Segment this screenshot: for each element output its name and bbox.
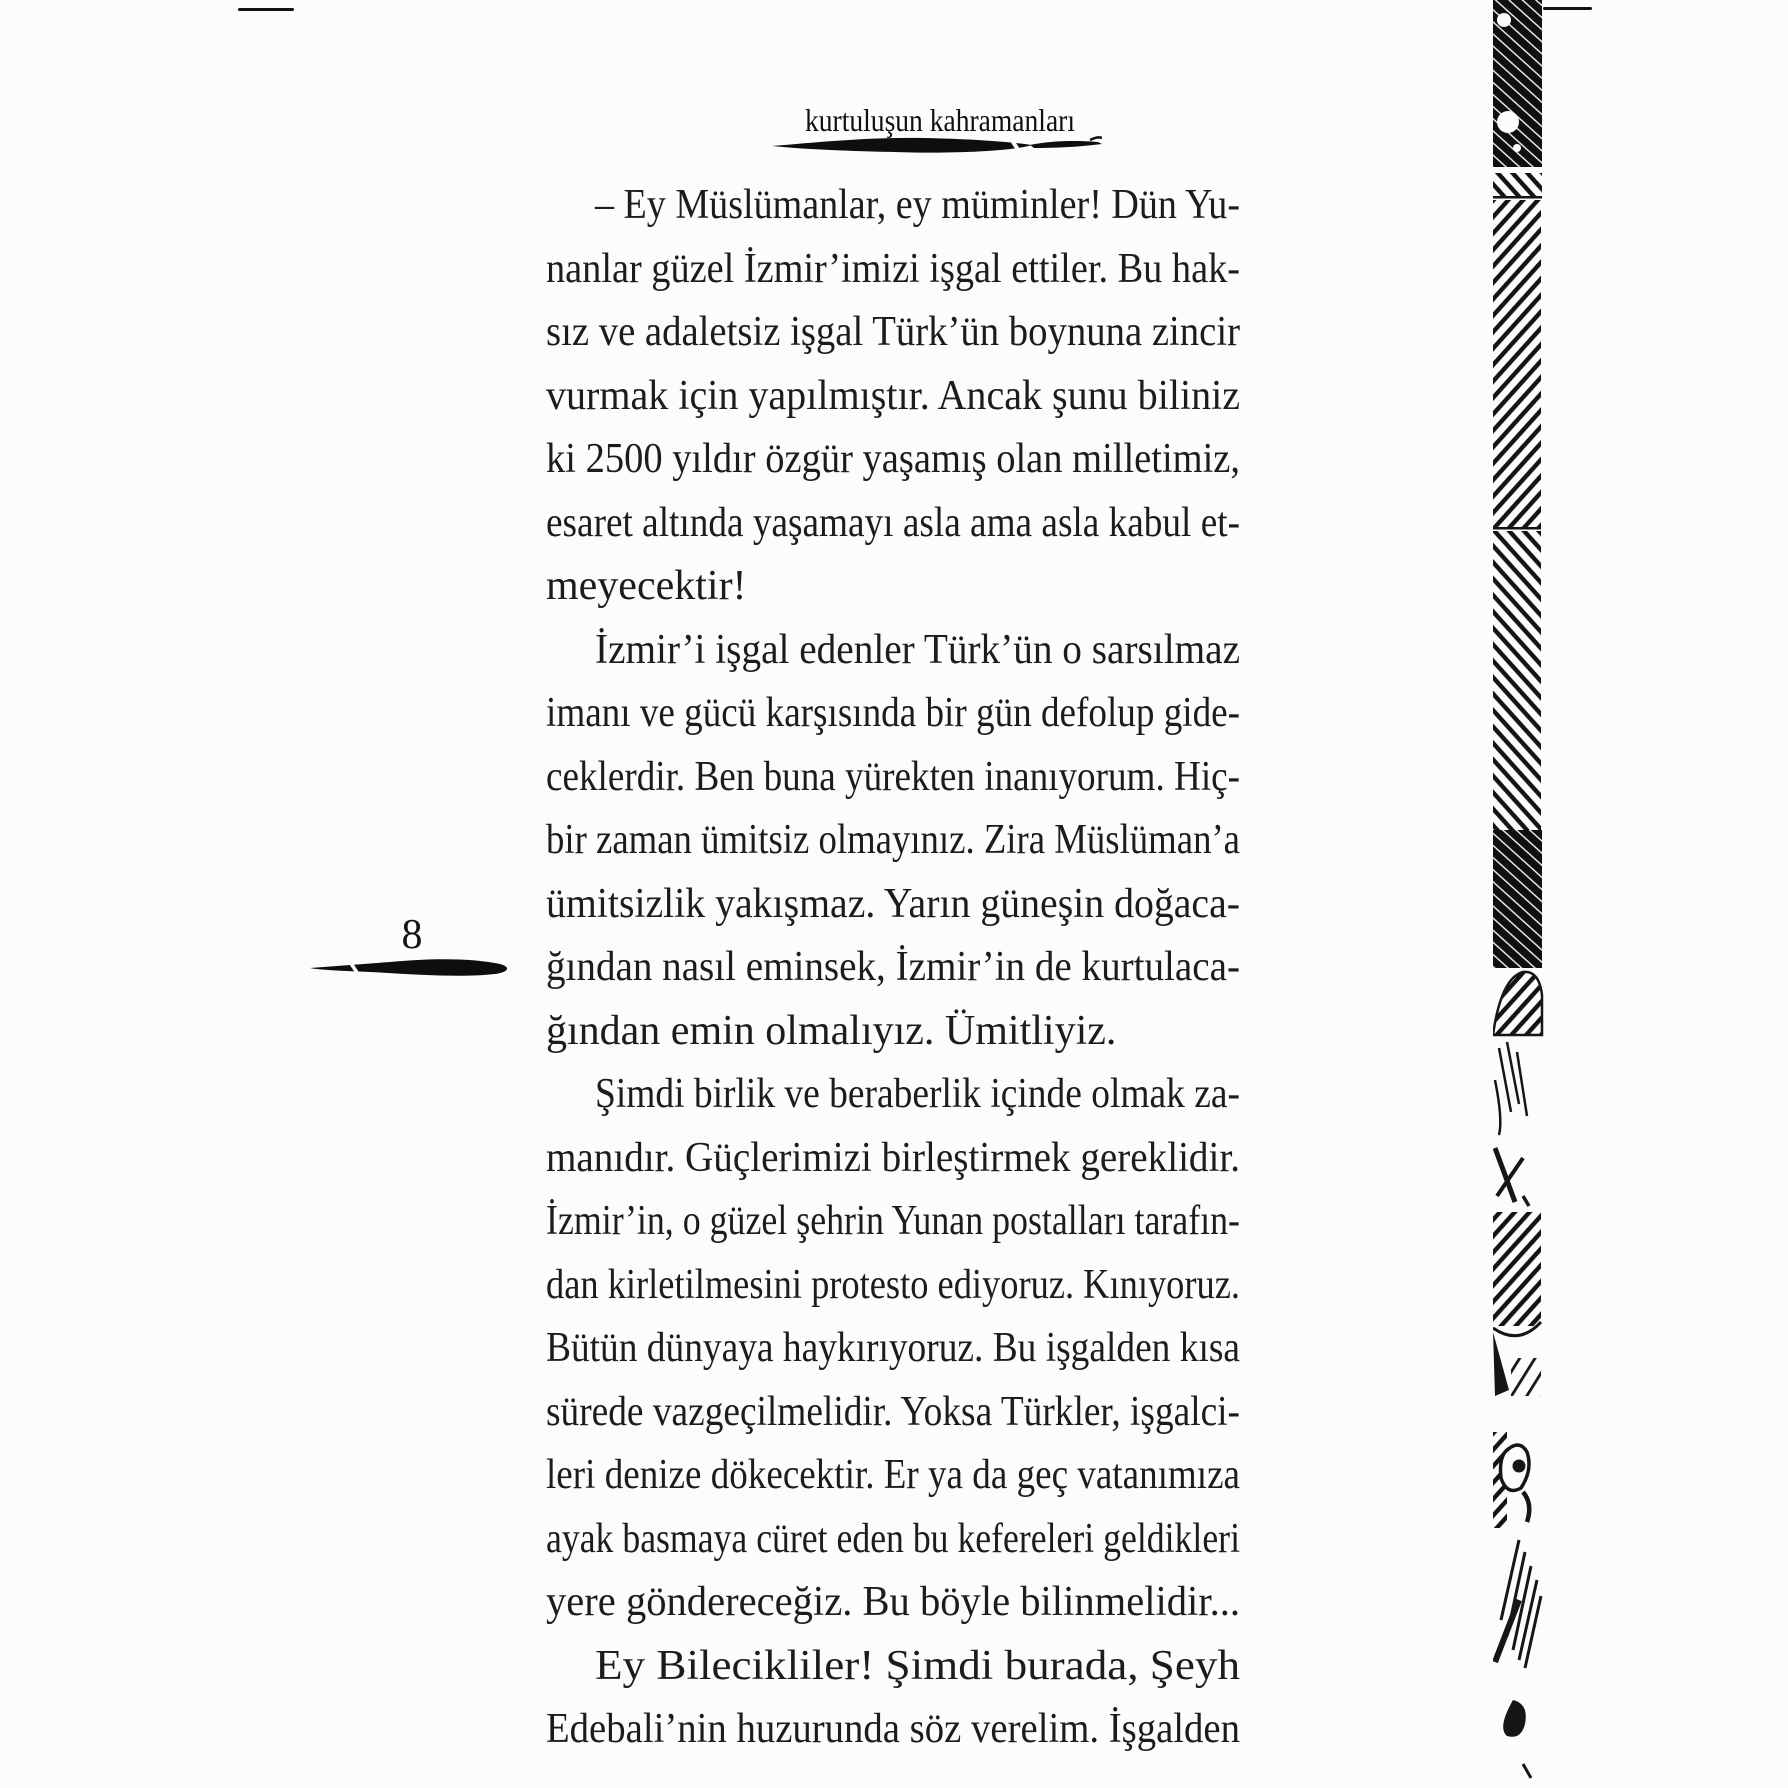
text-line: Edebali’nin huzurunda söz verelim. İşgalden xyxy=(546,1706,1240,1752)
text-line: ğından emin olmalıyız. Ümitliyiz. xyxy=(546,1007,1117,1054)
text-line: İzmir’in, o güzel şehrin Yunan postalları tarafın- xyxy=(546,1198,1240,1244)
text-line: ceklerdir. Ben buna yürekten inanıyorum. Hiç- xyxy=(546,753,1240,800)
text-line: ümitsizlik yakışmaz. Yarın güneşin doğaca- xyxy=(546,880,1240,927)
text-line: – Ey Müslümanlar, ey müminler! Dün Yu- xyxy=(595,182,1240,228)
text-line: yere göndereceğiz. Bu böyle bilinmelidir... xyxy=(546,1579,1240,1625)
text-line: nanlar güzel İzmir’imizi işgal ettiler. Bu hak- xyxy=(546,245,1240,292)
top-right-rule xyxy=(1543,7,1592,10)
text-line: manıdır. Güçlerimizi birleştirmek gereklidir. xyxy=(546,1134,1240,1181)
header-brush-stroke xyxy=(772,132,1102,160)
text-line: ki 2500 yıldır özgür yaşamış olan milletimiz, xyxy=(546,436,1240,482)
text-line: imanı ve gücü karşısında bir gün defolup gide- xyxy=(546,690,1240,736)
text-line: esaret altında yaşamayı asla ama asla kabul et- xyxy=(546,499,1240,546)
top-left-rule xyxy=(238,8,294,11)
text-line: sürede vazgeçilmelidir. Yoksa Türkler, işgalci- xyxy=(546,1388,1240,1435)
text-line: sız ve adaletsiz işgal Türk’ün boynuna zincir xyxy=(546,309,1240,355)
text-line: meyecektir! xyxy=(546,563,747,609)
margin-illustration xyxy=(1493,0,1545,1788)
text-line: Bütün dünyaya haykırıyoruz. Bu işgalden kısa xyxy=(546,1325,1240,1371)
running-header-title: kurtuluşun kahramanları xyxy=(805,102,1075,138)
text-line: ayak basmaya cüret eden bu kefereleri geldikleri xyxy=(546,1515,1240,1562)
text-line: ğından nasıl eminsek, İzmir’in de kurtulaca- xyxy=(546,944,1240,990)
text-line: Ey Bilecikliler! Şimdi burada, Şeyh xyxy=(595,1642,1240,1689)
text-line: leri denize dökecektir. Er ya da geç vatanımıza xyxy=(546,1452,1240,1498)
text-line: Şimdi birlik ve beraberlik içinde olmak za- xyxy=(595,1071,1240,1117)
page-number-brush-stroke xyxy=(310,950,515,984)
text-line: vurmak için yapılmıştır. Ancak şunu biliniz xyxy=(546,372,1240,419)
text-line: dan kirletilmesini protesto ediyoruz. Kınıyoruz. xyxy=(546,1261,1240,1308)
text-line: İzmir’i işgal edenler Türk’ün o sarsılmaz xyxy=(595,626,1240,673)
page-number: 8 xyxy=(401,912,423,958)
body-text xyxy=(546,174,1240,1762)
text-line: bir zaman ümitsiz olmayınız. Zira Müslüman’a xyxy=(546,817,1240,863)
